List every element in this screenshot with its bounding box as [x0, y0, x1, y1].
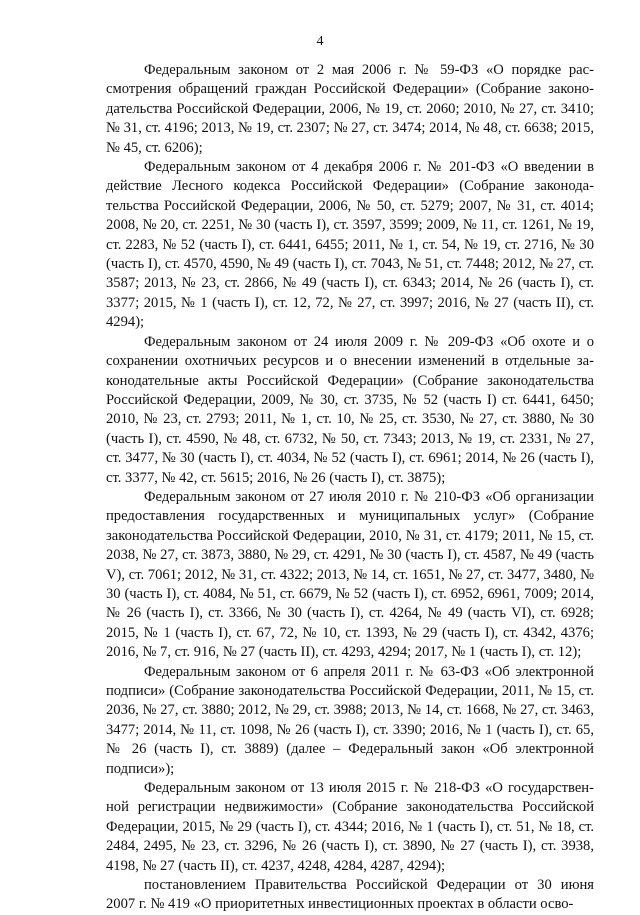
paragraph-law-209-fz: Федеральным законом от 24 июля 2009 г. № 209-ФЗ «Об охоте и о сохранении охотничьих ресурсов и о внесении изменений в отдельные законодательные акты Российской Федерации» (Собрание законодательства Российской Федерации, 2009, № 30, ст. 3735, № 52 (часть I) ст. 6441, 6450; 2010, № 23, ст. 2793; 2011, № 1, ст. 10, № 25, ст. 3530, № 27, ст. 3880, № 30 (часть I), ст. 4590, № 48, ст. 6732, № 50, ст. 7343; 2013, № 19, ст. 2331, № 27, ст. 3477, № 30 (часть I), ст. 4034, № 52 (часть I), ст. 6961; 2014, № 26 (часть I), ст. 3377, № 42, ст. 5615; 2016, № 26 (часть I), ст. 3875); [106, 333, 594, 486]
document-body [106, 61, 594, 915]
paragraph-law-210-fz: Федеральным законом от 27 июля 2010 г. № 210-ФЗ «Об организации предоставления государственных и муниципальных услуг» (Собрание законодательства Российской Федерации, 2010, № 31, ст. 4179; 2011, № 15, ст. 2038, № 27, ст. 3873, 3880, № 29, ст. 4291, № 30 (часть I), ст. 4587, № 49 (часть V), ст. 7061; 2012, № 31, ст. 4322; 2013, № 14, ст. 1651, № 27, ст. 3477, 3480, № 30 (часть I), ст. 4084, № 51, ст. 6679, № 52 (часть I), ст. 6952, 6961, 7009; 2014, № 26 (часть I), ст. 3366, № 30 (часть I), ст. 4264, № 49 (часть VI), ст. 6928; 2015, № 1 (часть I), ст. 67, 72, № 10, ст. 1393, № 29 (часть I), ст. 4342, 4376; 2016, № 7, ст. 916, № 27 (часть II), ст. 4293, 4294; 2017, № 1 (часть I), ст. 12); [106, 488, 594, 661]
paragraph-law-63-fz: Федеральным законом от 6 апреля 2011 г. № 63-ФЗ «Об электронной подписи» (Собрание законодательства Российской Федерации, 2011, № 15, ст. 2036, № 27, ст. 3880; 2012, № 29, ст. 3988; 2013, № 14, ст. 1668, № 27, ст. 3463, 3477; 2014, № 11, ст. 1098, № 26 (часть I), ст. 3390; 2016, № 1 (часть I), ст. 65, № 26 (часть I), ст. 3889) (далее – Федеральный закон «Об электронной подписи»); [106, 663, 594, 777]
paragraph-law-201-fz: Федеральным законом от 4 декабря 2006 г. № 201-ФЗ «О введении в действие Лесного кодекса Российской Федерации» (Собрание законодательства Российской Федерации, 2006, № 50, ст. 5279; 2007, № 31, ст. 4014; 2008, № 20, ст. 2251, № 30 (часть I), ст. 3597, 3599; 2009, № 11, ст. 1261, № 19, ст. 2283, № 52 (часть I), ст. 6441, 6455; 2011, № 1, ст. 54, № 19, ст. 2716, № 30 (часть I), ст. 4570, 4590, № 49 (часть I), ст. 7043, № 51, ст. 7448; 2012, № 27, ст. 3587; 2013, № 23, ст. 2866, № 49 (часть I), ст. 6343; 2014, № 26 (часть I), ст. 3377; 2015, № 1 (часть I), ст. 12, 72, № 27, ст. 3997; 2016, № 27 (часть II), ст. 4294); [106, 159, 594, 331]
paragraph-law-218-fz: Федеральным законом от 13 июля 2015 г. № 218-ФЗ «О государственной регистрации недвижимости» (Собрание законодательства Российской Федерации, 2015, № 29 (часть I), ст. 4344; 2016, № 1 (часть I), ст. 51, № 18, ст. 2484, 2495, № 23, ст. 3296, № 26 (часть I), ст. 3890, № 27 (часть I), ст. 3938, 4198, № 27 (часть II), ст. 4237, 4248, 4284, 4287, 4294); [106, 780, 594, 874]
page-number: 4 [316, 34, 324, 49]
paragraph-law-59-fz: Федеральным законом от 2 мая 2006 г. № 59-ФЗ «О порядке рассмотрения обращений граждан Российской Федерации» (Собрание законодательства Российской Федерации, 2006, № 19, ст. 2060; 2010, № 27, ст. 3410; № 31, ст. 4196; 2013, № 19, ст. 2307; № 27, ст. 3474; 2014, № 48, ст. 6638; 2015, № 45, ст. 6206); [106, 62, 594, 156]
paragraph-resolution-419: постановлением Правительства Российской Федерации от 30 июня 2007 г. № 419 «О приоритетных инвестиционных проектах в области осво- [106, 877, 594, 913]
